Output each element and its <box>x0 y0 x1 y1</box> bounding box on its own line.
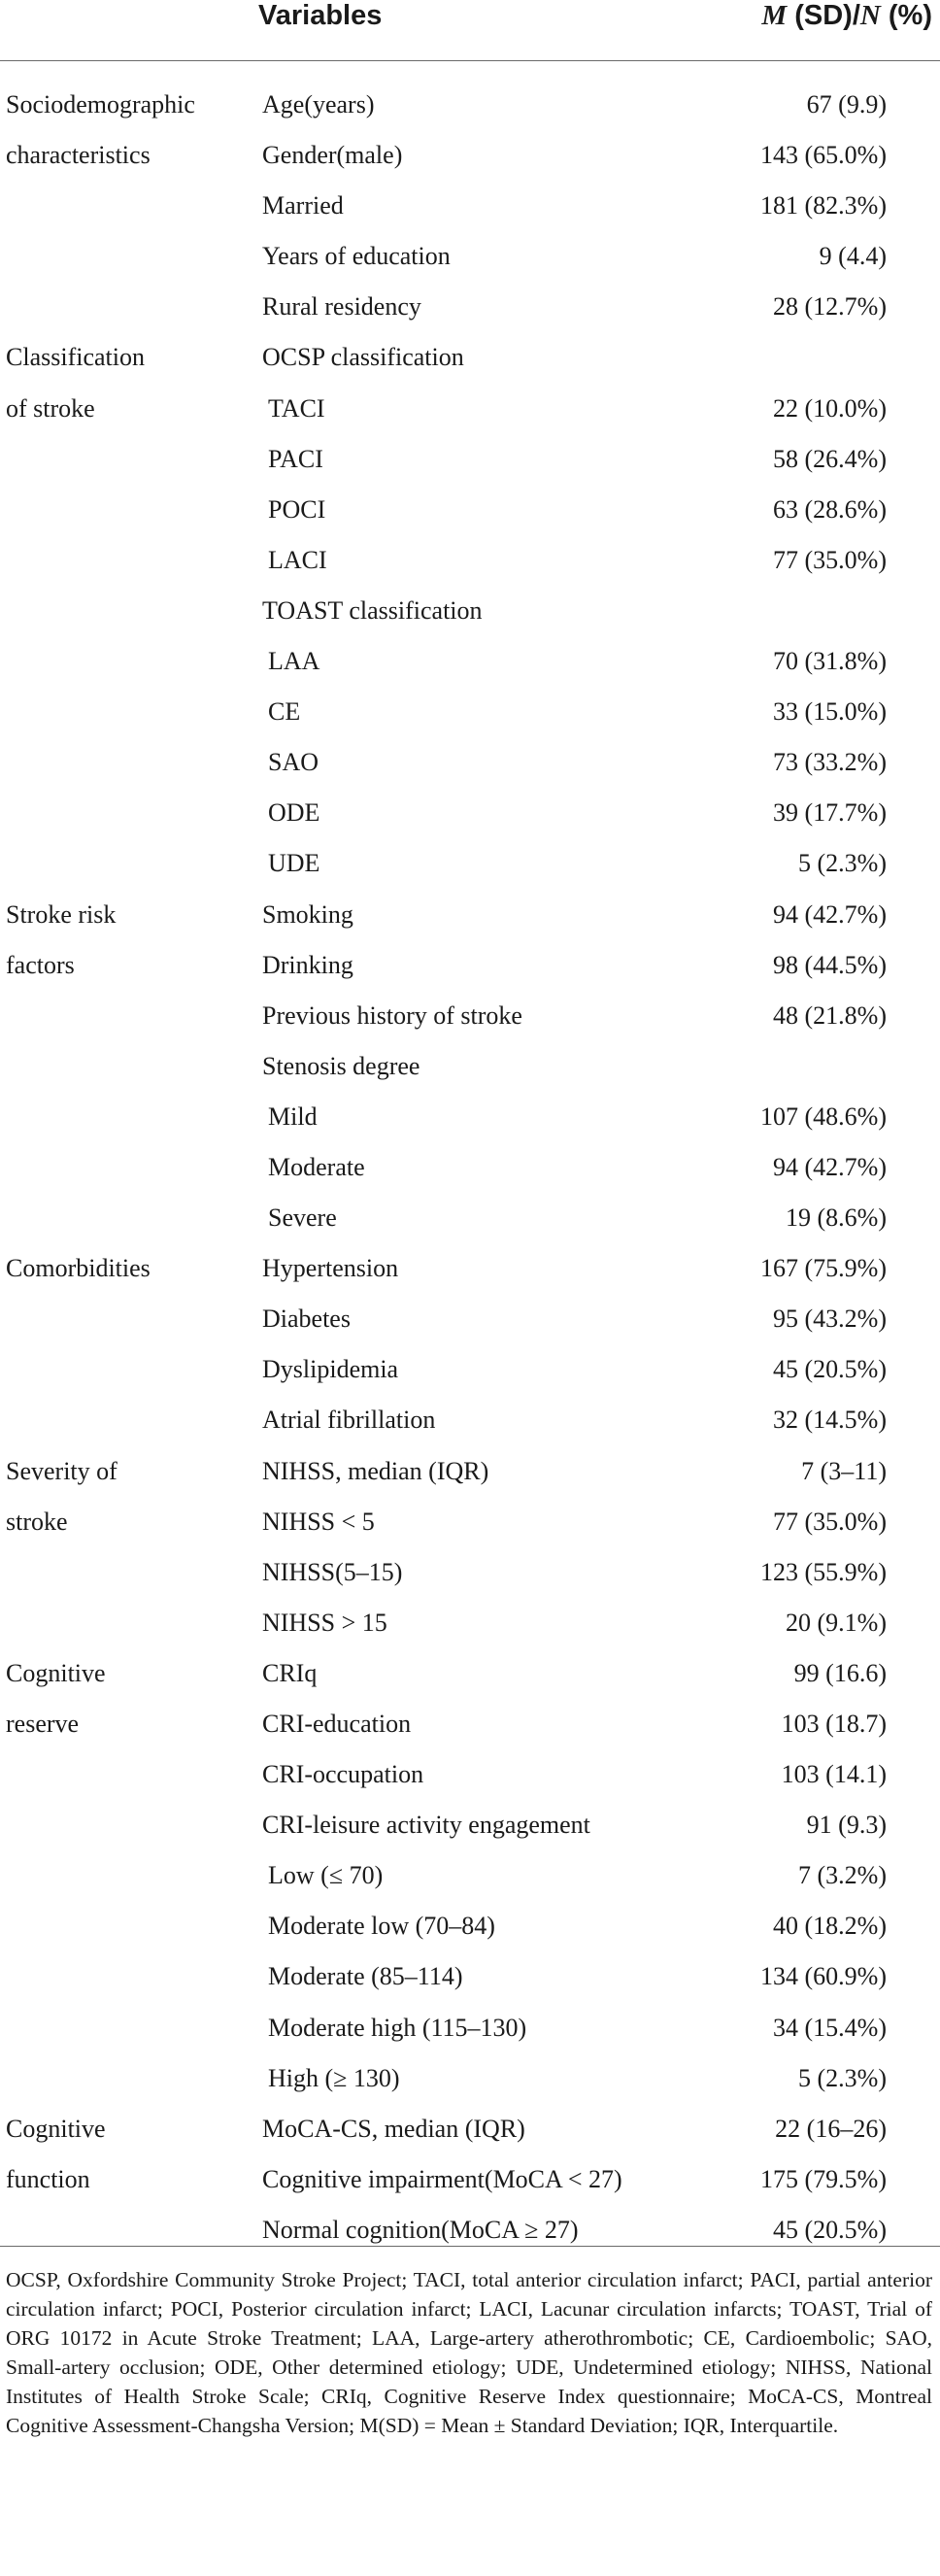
table-row <box>0 237 940 288</box>
row-variable: POCI <box>268 494 326 524</box>
row-category: Classification <box>6 343 145 372</box>
table-row <box>0 1806 940 1856</box>
table-footnote: OCSP, Oxfordshire Community Stroke Project; TACI, total anterior circulation infarct; PACI, partial anterior circulation infarct; POCI, Posterior circulation infarct; LACI, Lacunar circulation infarcts; TOAST, Trial of ORG 10172 in Acute Stroke Treatment; LAA, Large-artery atherothrombotic; CE, Cardioembolic; SAO, Small-artery occlusion; ODE, Other determined etiology; UDE, Undetermined etiology; NIHSS, National Institutes of Health Stroke Scale; CRIq, Cognitive Reserve Index questionnaire; MoCA-CS, Montreal Cognitive Assessment-Changsha Version; M(SD) = Mean ± Standard Deviation; IQR, Interquartile. <box>6 2268 932 2437</box>
row-variable: Drinking <box>262 950 353 979</box>
row-value: 48 (21.8%) <box>773 1000 887 1030</box>
header-value-sd: (SD)/ <box>787 0 860 31</box>
table-row <box>0 2009 940 2059</box>
table-row <box>0 1047 940 1098</box>
row-value: 39 (17.7%) <box>773 798 887 828</box>
table-row <box>0 1300 940 1350</box>
row-value: 143 (65.0%) <box>760 141 887 170</box>
row-variable: NIHSS(5–15) <box>262 1557 403 1586</box>
row-variable: NIHSS < 5 <box>262 1507 375 1536</box>
table-row <box>0 85 940 136</box>
row-value: 28 (12.7%) <box>773 292 887 322</box>
row-value: 98 (44.5%) <box>773 950 887 979</box>
row-value: 45 (20.5%) <box>773 2215 887 2244</box>
row-category: characteristics <box>6 141 151 170</box>
row-value: 34 (15.4%) <box>773 2013 887 2042</box>
row-category: Sociodemographic <box>6 90 195 119</box>
header-value <box>761 0 932 32</box>
row-value: 19 (8.6%) <box>786 1203 887 1233</box>
row-variable: CRI-occupation <box>262 1760 424 1789</box>
table-row <box>0 2211 940 2261</box>
row-variable: TACI <box>268 393 325 423</box>
row-variable: NIHSS > 15 <box>262 1608 387 1637</box>
table-row <box>0 743 940 794</box>
row-variable: CRI-leisure activity engagement <box>262 1811 590 1840</box>
row-value: 94 (42.7%) <box>773 1152 887 1181</box>
row-variable: Married <box>262 191 344 220</box>
row-value: 67 (9.9) <box>806 90 887 119</box>
row-variable: CE <box>268 697 301 727</box>
table-row <box>0 1148 940 1199</box>
row-variable: Smoking <box>262 899 353 929</box>
row-variable: CRI-education <box>262 1710 412 1738</box>
row-variable: Stenosis degree <box>262 1051 420 1080</box>
table-header <box>0 0 940 61</box>
header-value-n: N <box>859 0 881 31</box>
header-value-pct: (%) <box>880 0 932 31</box>
row-variable: Moderate low (70–84) <box>268 1912 495 1941</box>
row-category: factors <box>6 950 75 979</box>
table-row <box>0 1755 940 1806</box>
row-variable: UDE <box>268 849 320 878</box>
row-value: 22 (10.0%) <box>773 393 887 423</box>
row-value: 63 (28.6%) <box>773 494 887 524</box>
row-variable: LACI <box>268 545 327 574</box>
table-row <box>0 1907 940 1957</box>
row-variable: LAA <box>268 647 320 676</box>
row-variable: Dyslipidemia <box>262 1355 399 1384</box>
row-category: stroke <box>6 1507 68 1536</box>
row-value: 167 (75.9%) <box>760 1254 887 1283</box>
table-row <box>0 1957 940 2008</box>
row-variable: Gender(male) <box>262 141 403 170</box>
row-value: 73 (33.2%) <box>773 748 887 777</box>
row-value: 103 (18.7) <box>781 1710 887 1738</box>
table-row <box>0 136 940 186</box>
table-row <box>0 1553 940 1604</box>
row-variable: SAO <box>268 748 319 777</box>
row-variable: Rural residency <box>262 292 421 322</box>
row-value: 33 (15.0%) <box>773 697 887 727</box>
header-variables: Variables <box>258 0 383 31</box>
table-row <box>0 1503 940 1553</box>
row-variable: Diabetes <box>262 1305 351 1334</box>
table-row <box>0 1705 940 1755</box>
row-variable: Hypertension <box>262 1254 399 1283</box>
header-value-m: M <box>761 0 788 31</box>
row-variable: Moderate high (115–130) <box>268 2013 527 2042</box>
table-row <box>0 1401 940 1451</box>
row-variable: Years of education <box>262 242 451 271</box>
table-body <box>0 85 940 2261</box>
row-variable: TOAST classification <box>262 595 483 625</box>
row-variable: High (≥ 130) <box>268 2063 400 2092</box>
table-row <box>0 896 940 946</box>
row-value: 32 (14.5%) <box>773 1406 887 1435</box>
table-row <box>0 946 940 997</box>
table-row <box>0 2110 940 2160</box>
row-value: 95 (43.2%) <box>773 1305 887 1334</box>
row-variable: Cognitive impairment(MoCA < 27) <box>262 2164 622 2193</box>
table-row <box>0 1350 940 1401</box>
table-row <box>0 997 940 1047</box>
row-category: Comorbidities <box>6 1254 151 1283</box>
row-category: of stroke <box>6 393 95 423</box>
row-value: 70 (31.8%) <box>773 647 887 676</box>
row-category: Cognitive <box>6 1658 106 1687</box>
table-row <box>0 1856 940 1907</box>
row-variable: Moderate (85–114) <box>268 1962 463 1991</box>
row-value: 22 (16–26) <box>775 2114 887 2143</box>
row-value: 103 (14.1) <box>781 1760 887 1789</box>
table-bottom-rule <box>0 2246 940 2247</box>
row-value: 77 (35.0%) <box>773 1507 887 1536</box>
row-variable: MoCA-CS, median (IQR) <box>262 2114 525 2143</box>
row-value: 40 (18.2%) <box>773 1912 887 1941</box>
table-row <box>0 794 940 844</box>
row-value: 123 (55.9%) <box>760 1557 887 1586</box>
table-row <box>0 592 940 642</box>
table-row <box>0 491 940 541</box>
table-row <box>0 1654 940 1705</box>
row-variable: Previous history of stroke <box>262 1000 522 1030</box>
table-row <box>0 390 940 440</box>
row-variable: Moderate <box>268 1152 365 1181</box>
row-variable: Severe <box>268 1203 337 1233</box>
row-value: 91 (9.3) <box>806 1811 887 1840</box>
table-row <box>0 2059 940 2110</box>
table-row <box>0 693 940 743</box>
table-row <box>0 1452 940 1503</box>
row-category: Cognitive <box>6 2114 106 2143</box>
row-value: 77 (35.0%) <box>773 545 887 574</box>
table-row <box>0 338 940 389</box>
row-category: function <box>6 2164 90 2193</box>
table-row <box>0 2160 940 2211</box>
row-value: 134 (60.9%) <box>760 1962 887 1991</box>
row-category: Severity of <box>6 1456 118 1485</box>
row-value: 5 (2.3%) <box>798 2063 887 2092</box>
row-value: 175 (79.5%) <box>760 2164 887 2193</box>
row-value: 107 (48.6%) <box>760 1102 887 1131</box>
table-row <box>0 844 940 895</box>
row-category: reserve <box>6 1710 80 1738</box>
row-value: 94 (42.7%) <box>773 899 887 929</box>
row-value: 20 (9.1%) <box>786 1608 887 1637</box>
row-variable: NIHSS, median (IQR) <box>262 1456 489 1485</box>
row-variable: Normal cognition(MoCA ≥ 27) <box>262 2215 579 2244</box>
row-variable: Low (≤ 70) <box>268 1861 384 1890</box>
table-row <box>0 1199 940 1249</box>
row-variable: Age(years) <box>262 90 375 119</box>
row-value: 9 (4.4) <box>819 242 887 271</box>
table-row <box>0 541 940 592</box>
row-variable: PACI <box>268 444 323 473</box>
row-variable: Atrial fibrillation <box>262 1406 436 1435</box>
table-row <box>0 642 940 693</box>
row-value: 7 (3.2%) <box>798 1861 887 1890</box>
row-value: 58 (26.4%) <box>773 444 887 473</box>
table-row <box>0 440 940 491</box>
row-variable: Mild <box>268 1102 318 1131</box>
table-row <box>0 288 940 338</box>
row-value: 5 (2.3%) <box>798 849 887 878</box>
row-value: 99 (16.6) <box>793 1658 887 1687</box>
row-value: 45 (20.5%) <box>773 1355 887 1384</box>
table-row <box>0 186 940 237</box>
row-value: 7 (3–11) <box>801 1456 887 1485</box>
row-category: Stroke risk <box>6 899 117 929</box>
table-row <box>0 1098 940 1148</box>
row-variable: CRIq <box>262 1658 318 1687</box>
table-row <box>0 1604 940 1654</box>
row-variable: OCSP classification <box>262 343 464 372</box>
table-row <box>0 1249 940 1300</box>
row-variable: ODE <box>268 798 320 828</box>
row-value: 181 (82.3%) <box>760 191 887 220</box>
